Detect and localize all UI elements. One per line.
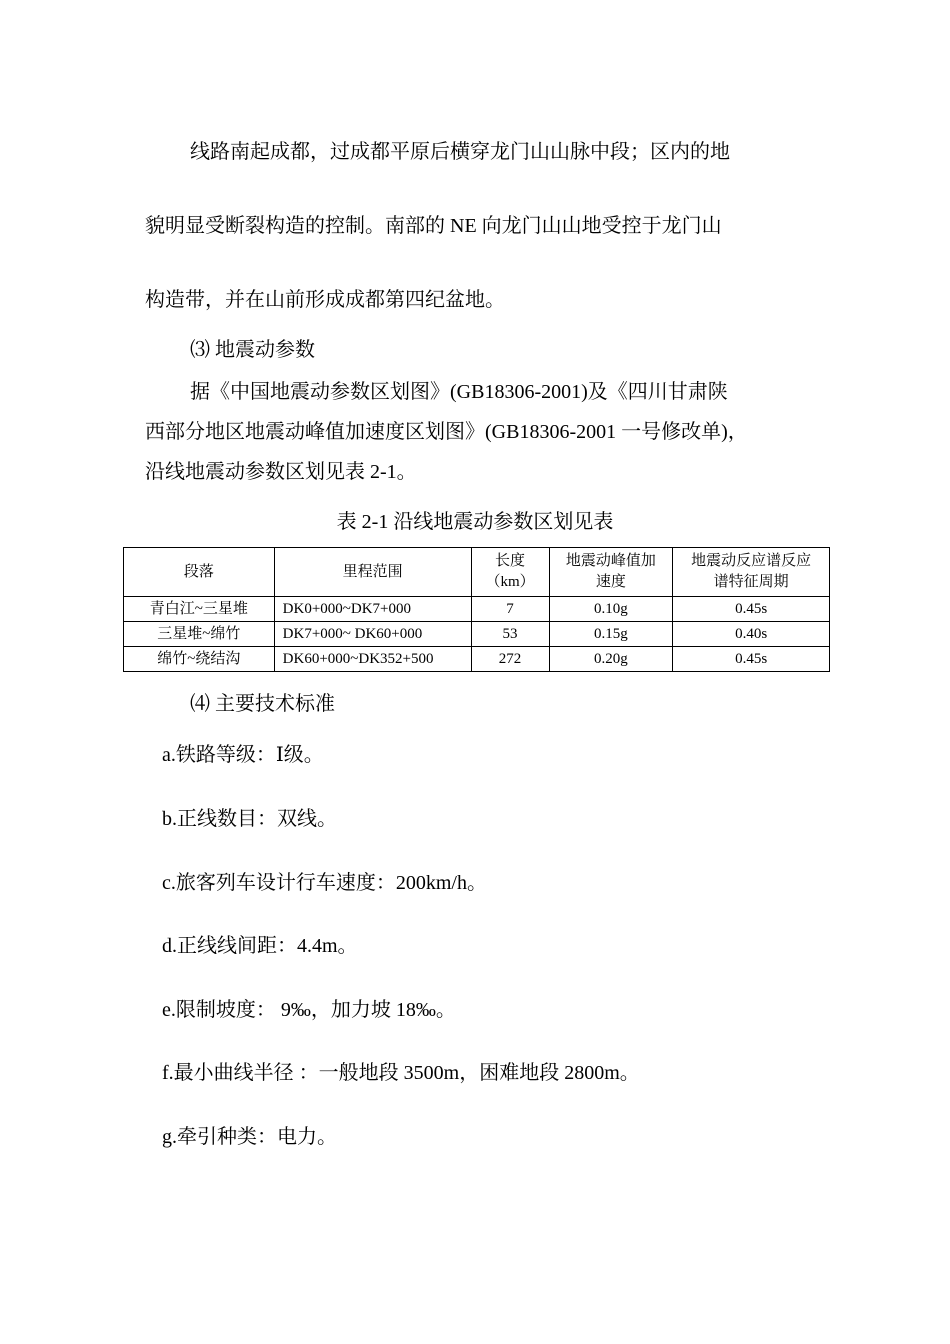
cell-peak-acceleration: 0.10g bbox=[549, 597, 673, 622]
list-item: f.最小曲线半径 ：一般地段 3500m，困难地段 2800m。 bbox=[162, 1062, 640, 1084]
cell-length: 272 bbox=[471, 647, 549, 672]
table-header-row bbox=[124, 548, 830, 597]
list-item: g.牵引种类：电力。 bbox=[162, 1126, 337, 1148]
section-heading-technical-standards: ⑷ 主要技术标准 bbox=[190, 693, 335, 715]
table-row bbox=[124, 622, 830, 647]
paragraph-line: 貌明显受断裂构造的控制。南部的 NE 向龙门山山地受控于龙门山 bbox=[145, 215, 722, 237]
table-caption: 表 2-1 沿线地震动参数区划见表 bbox=[336, 511, 614, 533]
header-characteristic-period: 地震动反应谱反应 谱特征周期 bbox=[673, 548, 830, 597]
cell-section: 绵竹~绕结沟 bbox=[124, 647, 275, 672]
cell-peak-acceleration: 0.15g bbox=[549, 622, 673, 647]
cell-mileage-range: DK7+000~ DK60+000 bbox=[274, 622, 471, 647]
cell-characteristic-period: 0.40s bbox=[673, 622, 830, 647]
cell-section: 三星堆~绵竹 bbox=[124, 622, 275, 647]
cell-characteristic-period: 0.45s bbox=[673, 647, 830, 672]
cell-characteristic-period: 0.45s bbox=[673, 597, 830, 622]
cell-length: 53 bbox=[471, 622, 549, 647]
seismic-parameters-table bbox=[123, 547, 830, 672]
paragraph-line: 线路南起成都，过成都平原后横穿龙门山山脉中段；区内的地 bbox=[190, 141, 730, 163]
list-item: c.旅客列车设计行车速度：200km/h。 bbox=[162, 872, 487, 894]
list-item: e.限制坡度： 9‰，加力坡 18‰。 bbox=[162, 999, 456, 1021]
table-row bbox=[124, 647, 830, 672]
cell-mileage-range: DK60+000~DK352+500 bbox=[274, 647, 471, 672]
cell-mileage-range: DK0+000~DK7+000 bbox=[274, 597, 471, 622]
list-item: b.正线数目：双线。 bbox=[162, 808, 337, 830]
table-row bbox=[124, 597, 830, 622]
header-section: 段落 bbox=[124, 548, 275, 597]
paragraph-line: 西部分地区地震动峰值加速度区划图》(GB18306-2001 一号修改单)， bbox=[145, 421, 748, 443]
header-mileage-range: 里程范围 bbox=[274, 548, 471, 597]
cell-length: 7 bbox=[471, 597, 549, 622]
list-item: a.铁路等级：Ⅰ级。 bbox=[162, 744, 324, 766]
paragraph-line: 沿线地震动参数区划见表 2-1。 bbox=[145, 461, 417, 483]
paragraph-line: 构造带，并在山前形成成都第四纪盆地。 bbox=[145, 289, 505, 311]
section-heading-seismic-parameters: ⑶ 地震动参数 bbox=[190, 339, 315, 361]
paragraph-line: 据《中国地震动参数区划图》(GB18306-2001)及《四川甘肃陕 bbox=[190, 381, 728, 403]
list-item: d.正线线间距：4.4m。 bbox=[162, 935, 358, 957]
header-peak-acceleration: 地震动峰值加 速度 bbox=[549, 548, 673, 597]
header-length: 长度 （km） bbox=[471, 548, 549, 597]
cell-section: 青白江~三星堆 bbox=[124, 597, 275, 622]
cell-peak-acceleration: 0.20g bbox=[549, 647, 673, 672]
